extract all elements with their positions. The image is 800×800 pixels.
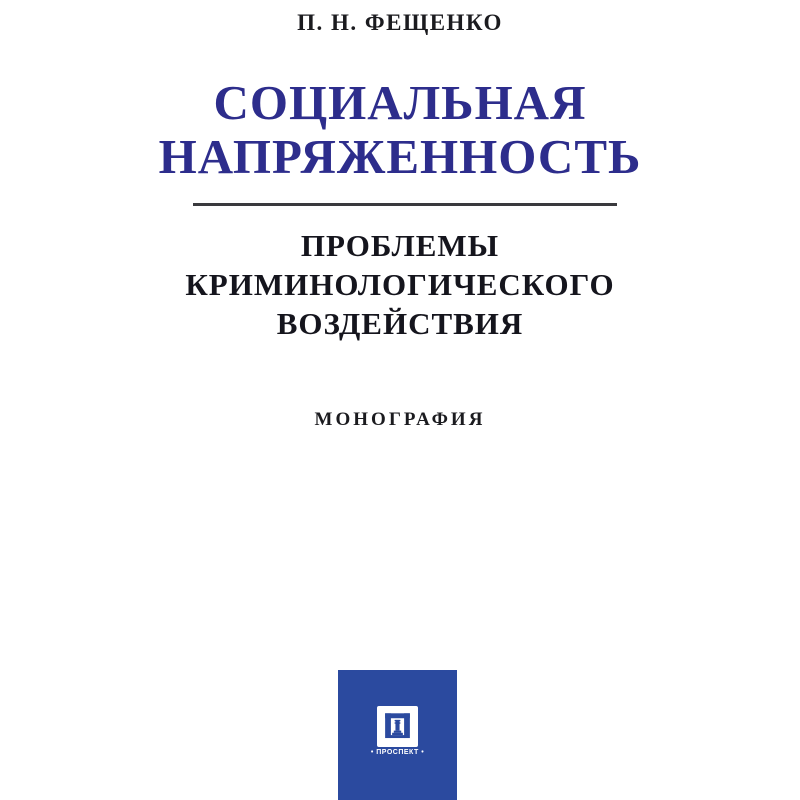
title-divider-rule xyxy=(193,203,617,206)
book-subtitle-line2: КРИМИНОЛОГИЧЕСКОГО xyxy=(185,267,615,302)
book-subtitle-line3: ВОЗДЕЙСТВИЯ xyxy=(276,306,524,341)
book-subtitle-line1: ПРОБЛЕМЫ xyxy=(300,228,500,263)
book-title-line1: СОЦИАЛЬНАЯ xyxy=(213,75,587,130)
book-title xyxy=(0,76,800,184)
book-title-line2: НАПРЯЖЕННОСТЬ xyxy=(158,129,642,184)
publisher-logo-square xyxy=(377,706,418,747)
publisher-name-label: • ПРОСПЕКТ • xyxy=(370,749,425,756)
author-name: П. Н. ФЕЩЕНКО xyxy=(297,10,503,35)
prospekt-monument-icon xyxy=(381,710,414,743)
edition-type-label: МОНОГРАФИЯ xyxy=(314,409,486,430)
publisher-logo-block xyxy=(338,670,457,800)
book-subtitle xyxy=(0,226,800,343)
